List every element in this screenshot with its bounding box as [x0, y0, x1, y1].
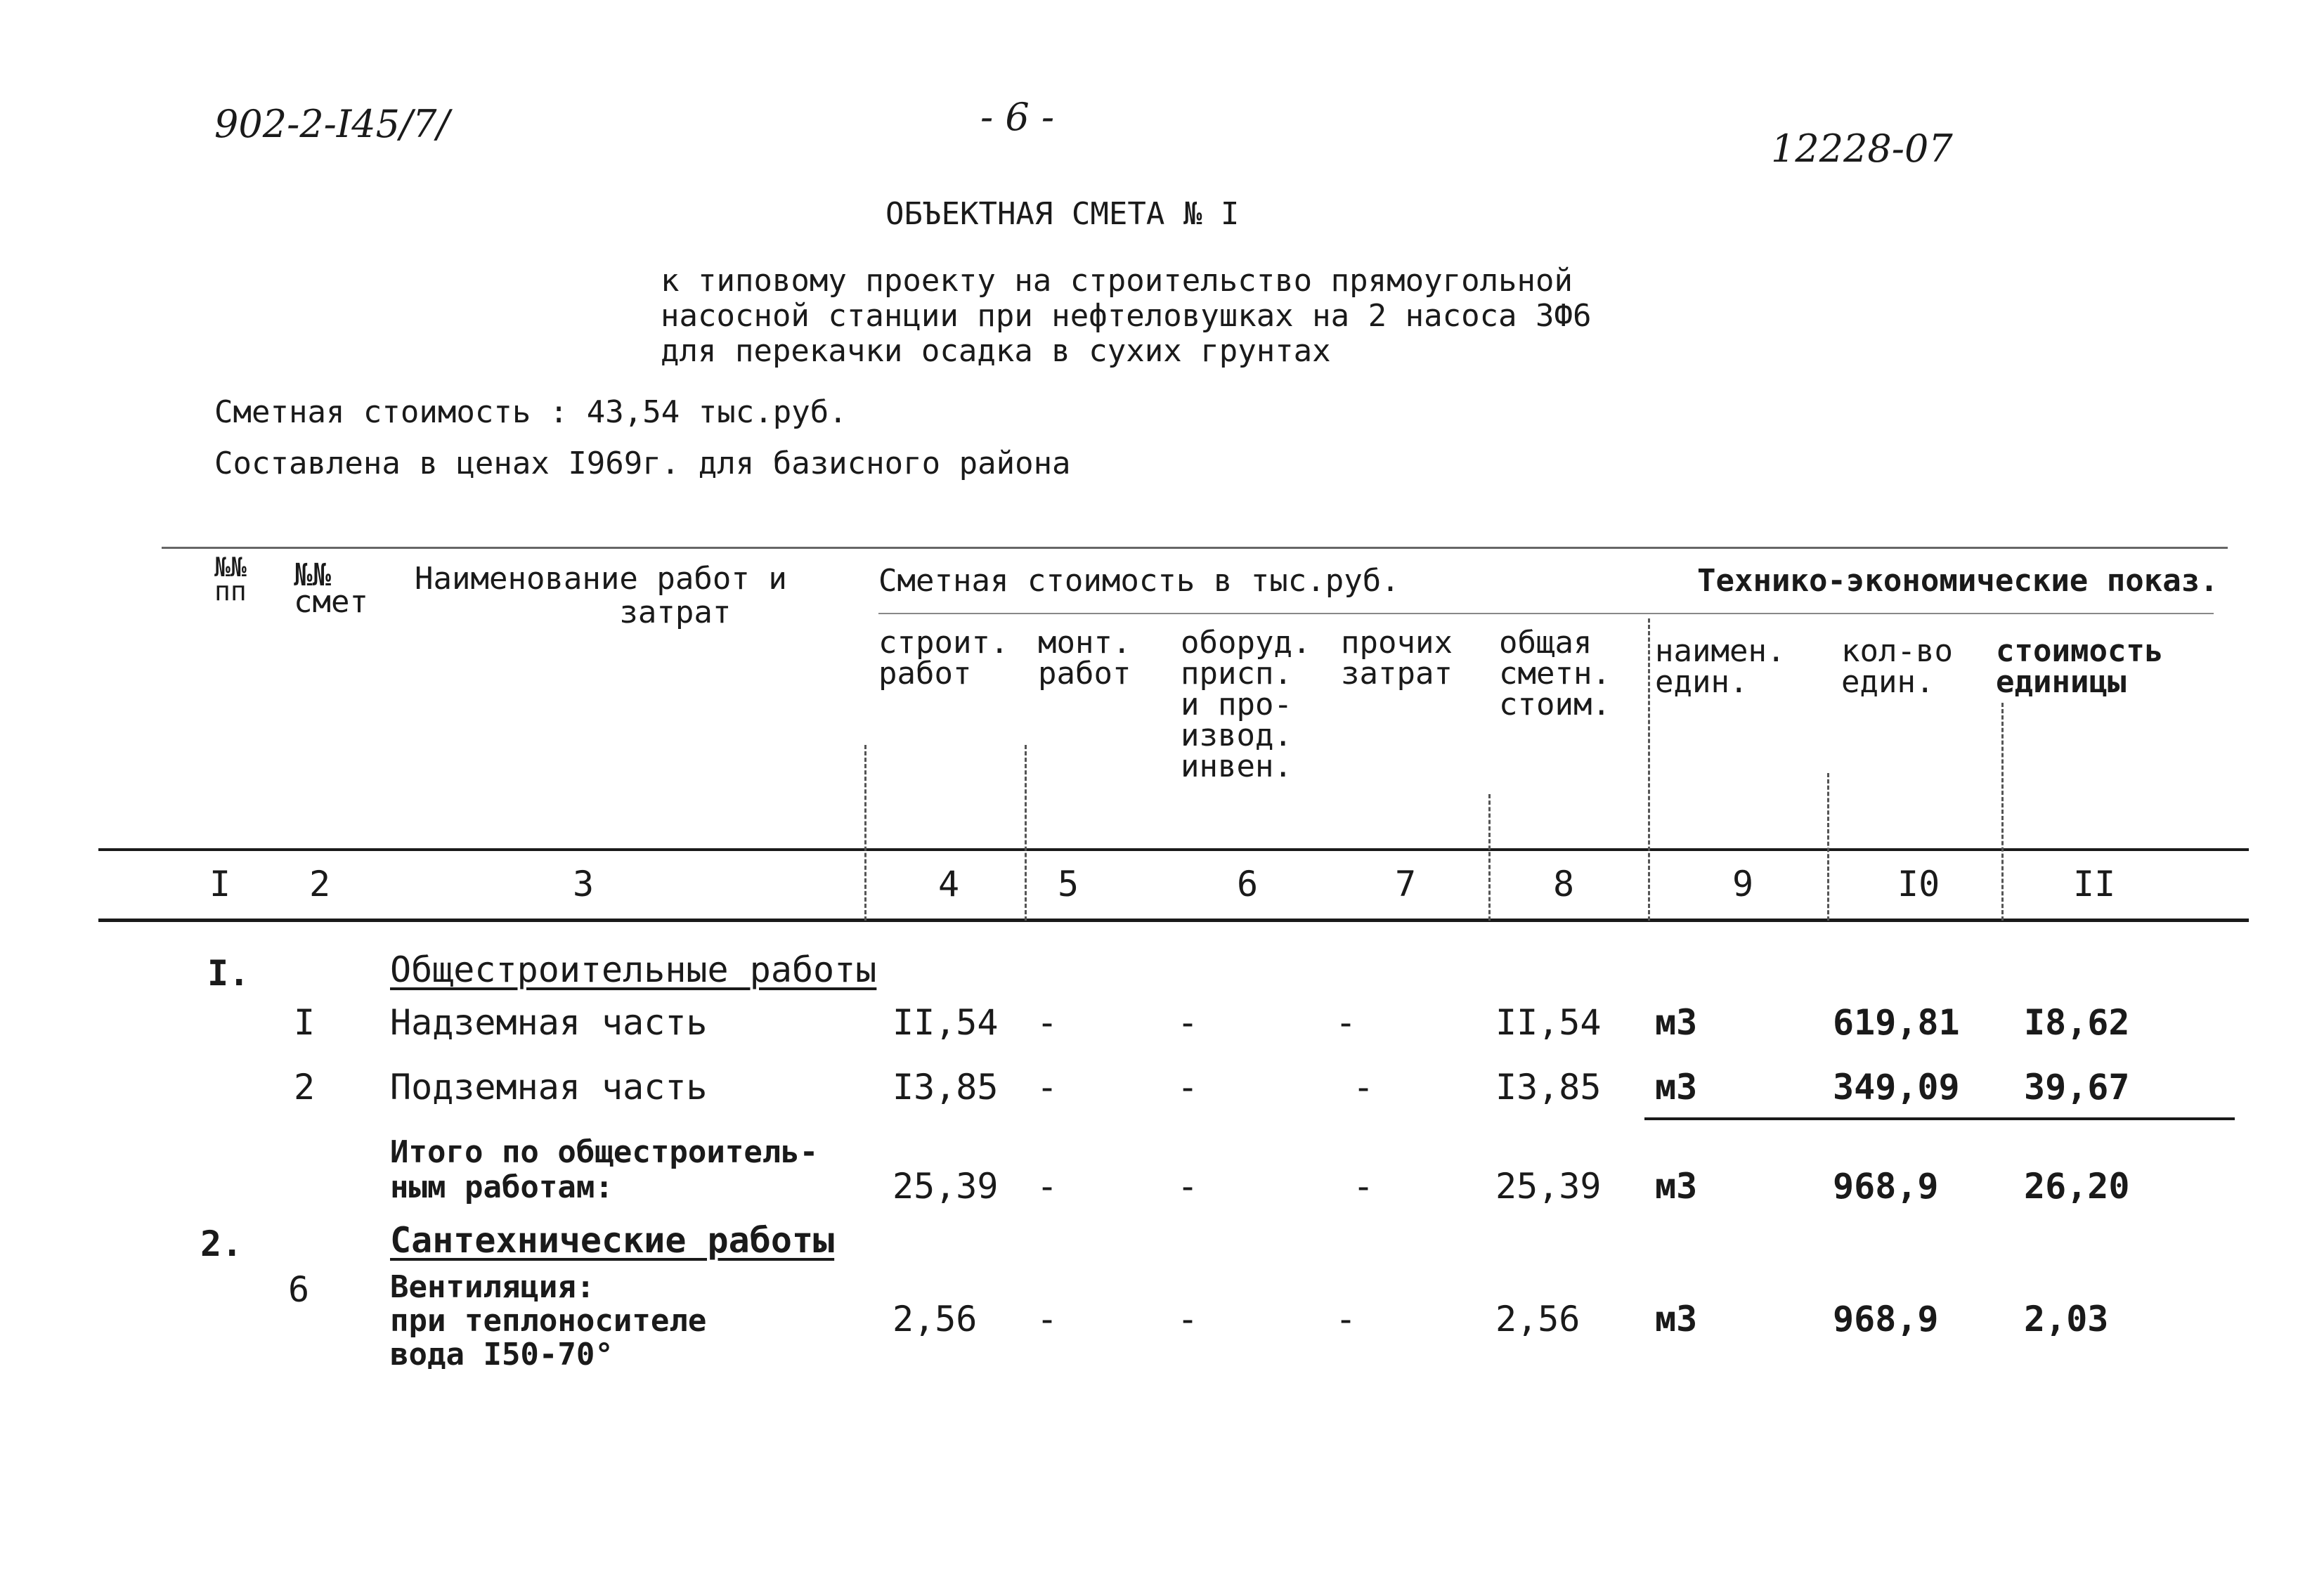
document-code: 902-2-I45/7/ [214, 102, 450, 146]
header-tech-group: Технико-экономические показ. [1697, 563, 2219, 599]
column-number: 3 [573, 864, 595, 904]
row-equipment-cost: - [1177, 1067, 1199, 1108]
column-number: 6 [1237, 864, 1259, 904]
row-unit-cost: 2,03 [2024, 1299, 2109, 1339]
row-unit-quantity: 968,9 [1833, 1166, 1939, 1207]
row-unit-name: м3 [1655, 1002, 1698, 1043]
row-installation-cost: - [1037, 1067, 1058, 1108]
row-smeta-number: 2 [294, 1067, 316, 1108]
header-unit-cost: стоимость единицы [1996, 633, 2164, 700]
row-installation-cost: - [1037, 1002, 1058, 1043]
column-number: I [209, 864, 231, 904]
row-equipment-cost: - [1177, 1166, 1199, 1207]
header-construction-works: строит. работ [878, 625, 1009, 692]
row-total-cost: 25,39 [1495, 1166, 1602, 1207]
row-equipment-cost: - [1177, 1299, 1199, 1339]
row-work-name: Вентиляция: при теплоносителе вода I50-70° [390, 1269, 707, 1372]
subtotal-rule [1644, 1117, 2235, 1120]
row-smeta-number: I [294, 1002, 316, 1043]
column-number: I0 [1897, 864, 1940, 904]
section-title: Общестроительные работы [390, 949, 877, 990]
column-divider [1025, 745, 1027, 921]
column-number: 4 [938, 864, 960, 904]
row-unit-quantity: 619,81 [1833, 1002, 1960, 1043]
section-number: I. [207, 953, 250, 994]
header-unit-name: наимен. един. [1655, 633, 1786, 700]
table-top-rule [162, 547, 2228, 549]
header-total-cost: общая сметн. стоим. [1499, 625, 1611, 722]
subtitle-line-2: насосной станции при нефтеловушках на 2 насоса 3Ф6 [661, 298, 1592, 334]
header-group-rule [878, 613, 2214, 614]
row-other-cost: - [1335, 1299, 1357, 1339]
column-number: 7 [1395, 864, 1417, 904]
column-number: 2 [309, 864, 331, 904]
header-bottom-rule [98, 848, 2249, 851]
header-smeta-number: №№ смет [294, 557, 368, 620]
price-basis: Составлена в ценах I969г. для базисного района [214, 446, 1071, 481]
row-other-cost: - [1353, 1067, 1375, 1108]
header-installation-works: монт. работ [1038, 625, 1131, 692]
column-number: II [2073, 864, 2116, 904]
row-construction-cost: II,54 [892, 1002, 999, 1043]
subtitle-line-1: к типовому проекту на строительство прямоугольной [661, 263, 1573, 299]
row-construction-cost: 2,56 [892, 1299, 978, 1339]
row-unit-name: м3 [1655, 1166, 1698, 1207]
row-other-cost: - [1335, 1002, 1357, 1043]
column-number: 8 [1553, 864, 1575, 904]
header-work-name: Наименование работ и затрат [415, 561, 787, 630]
row-work-name: Надземная часть [390, 1002, 708, 1043]
archive-number: 12228-07 [1771, 126, 1953, 171]
column-divider [1488, 794, 1491, 921]
section-number: 2. [200, 1224, 243, 1264]
column-numbers-rule [98, 919, 2249, 922]
header-row-number: №№ пп [214, 552, 247, 606]
row-other-cost: - [1353, 1166, 1375, 1207]
row-installation-cost: - [1037, 1166, 1058, 1207]
row-unit-cost: 26,20 [2024, 1166, 2130, 1207]
row-unit-name: м3 [1655, 1299, 1698, 1339]
column-divider [864, 745, 866, 921]
row-construction-cost: 25,39 [892, 1166, 999, 1207]
header-unit-quantity: кол-во един. [1841, 633, 1953, 700]
row-unit-cost: 39,67 [2024, 1067, 2130, 1108]
row-smeta-number: 6 [288, 1269, 310, 1310]
row-installation-cost: - [1037, 1299, 1058, 1339]
row-unit-quantity: 349,09 [1833, 1067, 1960, 1108]
section-title: Сантехнические работы [390, 1220, 835, 1261]
column-divider [1827, 773, 1829, 921]
row-total-cost: II,54 [1495, 1002, 1602, 1043]
estimated-cost: Сметная стоимость : 43,54 тыс.руб. [214, 394, 848, 430]
page-number: - 6 - [980, 95, 1055, 139]
column-number: 5 [1058, 864, 1079, 904]
row-unit-quantity: 968,9 [1833, 1299, 1939, 1339]
row-work-name: Итого по общестроитель- ным работам: [390, 1134, 819, 1205]
column-divider [2001, 703, 2004, 921]
header-other-costs: прочих затрат [1341, 625, 1453, 692]
column-number: 9 [1732, 864, 1754, 904]
row-equipment-cost: - [1177, 1002, 1199, 1043]
row-total-cost: I3,85 [1495, 1067, 1602, 1108]
row-total-cost: 2,56 [1495, 1299, 1580, 1339]
subtitle-line-3: для перекачки осадка в сухих грунтах [661, 333, 1331, 369]
column-divider [1648, 618, 1650, 921]
row-unit-cost: I8,62 [2024, 1002, 2130, 1043]
header-equipment: оборуд. присп. и про- извод. инвен. [1181, 625, 1311, 784]
row-work-name: Подземная часть [390, 1067, 708, 1108]
header-cost-group: Сметная стоимость в тыс.руб. [878, 563, 1400, 599]
row-unit-name: м3 [1655, 1067, 1698, 1108]
page-title: ОБЪЕКТНАЯ СМЕТА № I [885, 196, 1240, 232]
row-construction-cost: I3,85 [892, 1067, 999, 1108]
